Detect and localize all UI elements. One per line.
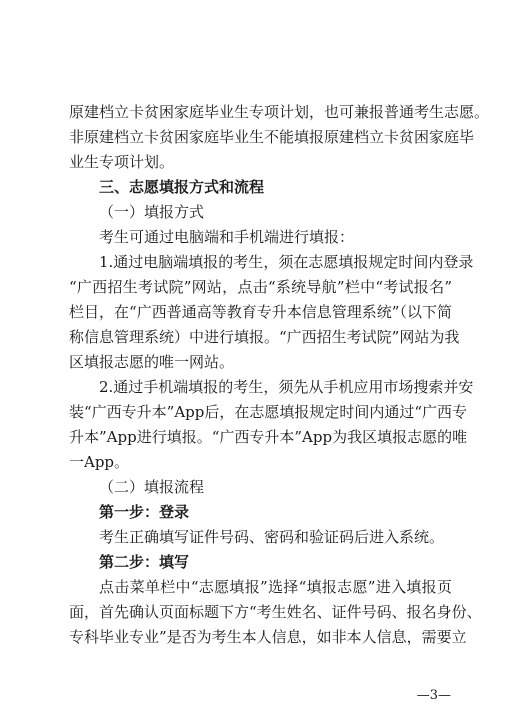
paragraph-line: 栏目，在“广西普通高等教育专升本信息管理系统”（以下简 [69, 303, 452, 321]
paragraph-line: 区填报志愿的唯一网站。 [69, 353, 235, 371]
section-heading: 三、志愿填报方式和流程 [99, 178, 265, 196]
paragraph-line: 称信息管理系统）中进行填报。“广西招生考试院”网站为我 [69, 328, 460, 346]
step-heading: 第一步：登录 [99, 503, 190, 521]
paragraph-line: 面，首先确认页面标题下方“考生姓名、证件号码、报名身份、 [69, 603, 482, 621]
paragraph-line: 业生专项计划。 [69, 153, 175, 171]
paragraph-line: 升本”App进行填报。“广西专升本”App为我区填报志愿的唯 [69, 428, 468, 446]
paragraph-line: “广西招生考试院”网站，点击“系统导航”栏中“考试报名” [69, 278, 452, 296]
paragraph-line: 非原建档立卡贫困家庭毕业生不能填报原建档立卡贫困家庭毕 [69, 128, 475, 146]
paragraph-line: 考生可通过电脑端和手机端进行填报： [99, 228, 355, 246]
paragraph-line: 装“广西专升本”App后，在志愿填报规定时间内通过“广西专 [69, 403, 468, 421]
paragraph-line: 原建档立卡贫困家庭毕业生专项计划，也可兼报普通考生志愿。 [69, 103, 490, 121]
step-heading: 第二步：填写 [99, 553, 190, 571]
paragraph-line: 点击菜单栏中“志愿填报”选择“填报志愿”进入填报页 [99, 578, 452, 596]
paragraph-line: 1.通过电脑端填报的考生，须在志愿填报规定时间内登录 [99, 253, 474, 271]
page-number: —3— [416, 688, 451, 703]
paragraph-line: 一App。 [69, 453, 130, 471]
paragraph-line: 专科毕业专业”是否为考生本人信息，如非本人信息，需要立 [69, 628, 467, 646]
subsection-heading: （二）填报流程 [99, 478, 205, 496]
paragraph-line: 2.通过手机端填报的考生，须先从手机应用市场搜索并安 [99, 378, 474, 396]
subsection-heading: （一）填报方式 [99, 203, 205, 221]
paragraph-line: 考生正确填写证件号码、密码和验证码后进入系统。 [99, 528, 445, 546]
